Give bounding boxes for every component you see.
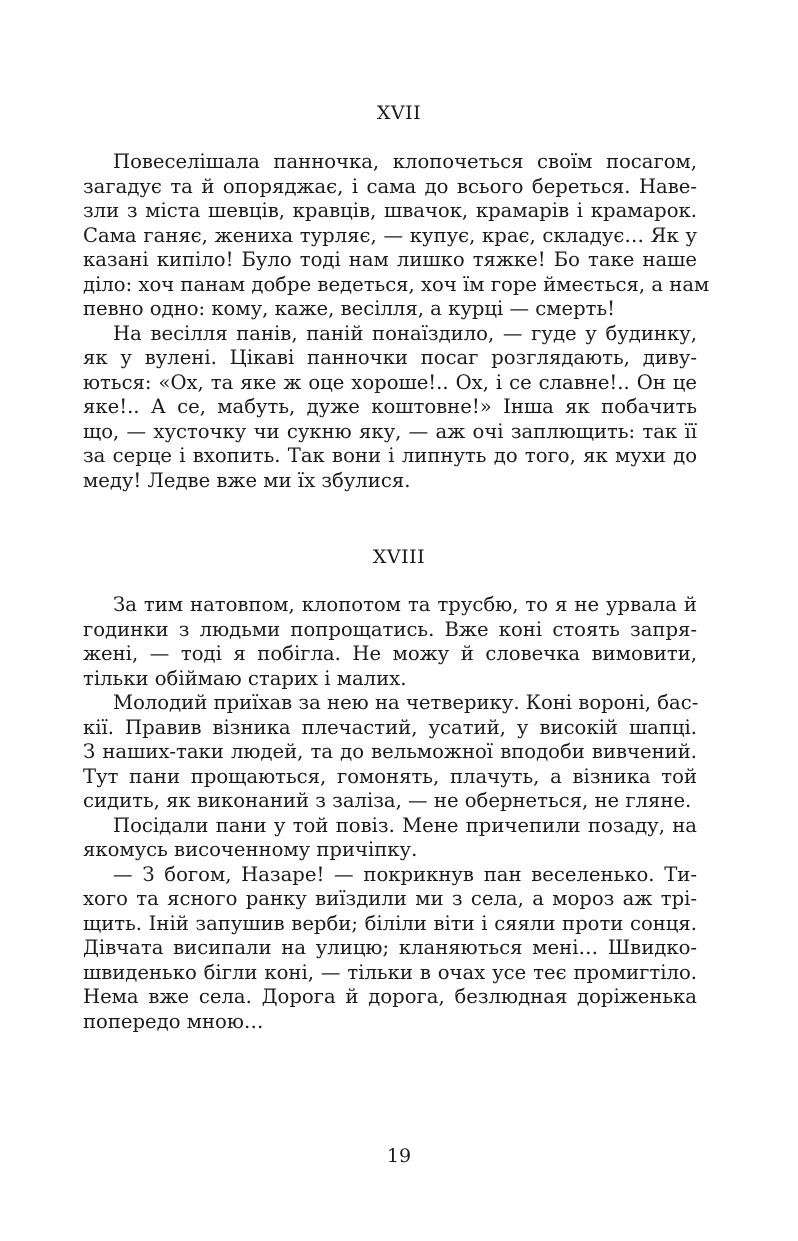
text-line: кії. Правив візника плечастий, усатий, у високій шапці.	[83, 715, 697, 739]
text-line: попередо мною…	[83, 1009, 264, 1033]
text-line: хого та ясного ранку виїздили ми з села, а мороз аж трі-	[83, 887, 697, 910]
text-line: Молодий приїхав за нею на четверику. Коні вороні, бас-	[113, 691, 699, 714]
chapter-text-xvii	[83, 150, 710, 493]
chapter-heading-xviii: XVIII	[372, 546, 426, 568]
text-line: ються: «Ох, та яке ж оце хороше!.. Ох, і се славне!.. Он це	[83, 370, 697, 394]
text-line: за серце і вхопить. Так вони і липнуть до того, як мухи до	[83, 444, 697, 467]
text-line: тільки обіймаю старих і малих.	[83, 666, 407, 690]
text-line: годинки з людьми попрощатись. Вже коні стоять запря-	[83, 617, 697, 641]
text-line: Дівчата висипали на улицю; кланяються мені… Швидко-	[83, 936, 697, 959]
text-line: щить. Іній запушив верби; біліли віти і сяяли проти сонця.	[83, 911, 697, 935]
text-line: меду! Ледве вже ми їх збулися.	[83, 468, 411, 492]
text-line: загадує та й опоряджає, і сама до всього береться. Наве-	[83, 174, 697, 198]
text-line: жені, — тоді я побігла. Не можу й словечка вимовити,	[83, 642, 697, 665]
text-line: За тим натовпом, клопотом та трусбю, то я не урвала й	[113, 593, 697, 616]
page-number: 19	[386, 1145, 412, 1167]
text-line: швиденько бігли коні, — тільки в очах усе теє промигтіло.	[83, 960, 697, 984]
text-line: Тут пани прощаються, гомонять, плачуть, а візника той	[83, 764, 697, 788]
text-line: як у вулені. Цікаві панночки посаг розглядають, диву-	[83, 346, 697, 369]
paragraph	[83, 814, 697, 863]
text-line: На весілля панів, паній понаїздило, — гуде у будинку,	[113, 321, 697, 345]
paragraph	[83, 691, 697, 814]
paragraph	[83, 593, 697, 691]
paragraph	[83, 150, 710, 322]
text-line: сидить, як виконаний з заліза, — не обернеться, не гляне.	[83, 789, 692, 812]
paragraph	[83, 322, 697, 494]
text-line: Сама ганяє, жениха турляє, — купує, крає, складує… Як у	[83, 223, 697, 247]
paragraph	[83, 863, 697, 1035]
text-line: казані кипіло! Було тоді нам лишко тяжке! Бо таке наше	[83, 248, 697, 271]
text-line: Нема вже села. Дорога й дорога, безлюдная доріженька	[83, 985, 697, 1008]
text-line: Повеселішала панночка, клопочеться своїм посагом,	[113, 150, 697, 173]
text-line: Посідали пани у той повіз. Мене причепили позаду, на	[113, 813, 697, 837]
text-line: що, — хусточку чи сукню яку, — аж очі заплющить: так її	[83, 419, 697, 443]
text-line: З наших-таки людей, та до вельможної вподоби вивчений.	[83, 740, 697, 763]
text-line: певно одно: кому, каже, весілля, а курці — смерть!	[83, 297, 616, 320]
text-line: яке!.. А се, мабуть, дуже коштовне!» Інша як побачить	[83, 395, 697, 418]
chapter-heading-xvii: XVII	[376, 102, 422, 124]
text-line: якомусь височенному причіпку.	[83, 838, 418, 861]
text-line: — З богом, Назаре! — покрикнув пан веселенько. Ти-	[113, 862, 697, 886]
text-line: діло: хоч панам добре ведеться, хоч їм горе ймеється, а нам	[83, 272, 710, 296]
chapter-text-xviii	[83, 593, 697, 1034]
text-line: зли з міста шевців, кравців, швачок, крамарів і крамарок.	[83, 199, 697, 222]
